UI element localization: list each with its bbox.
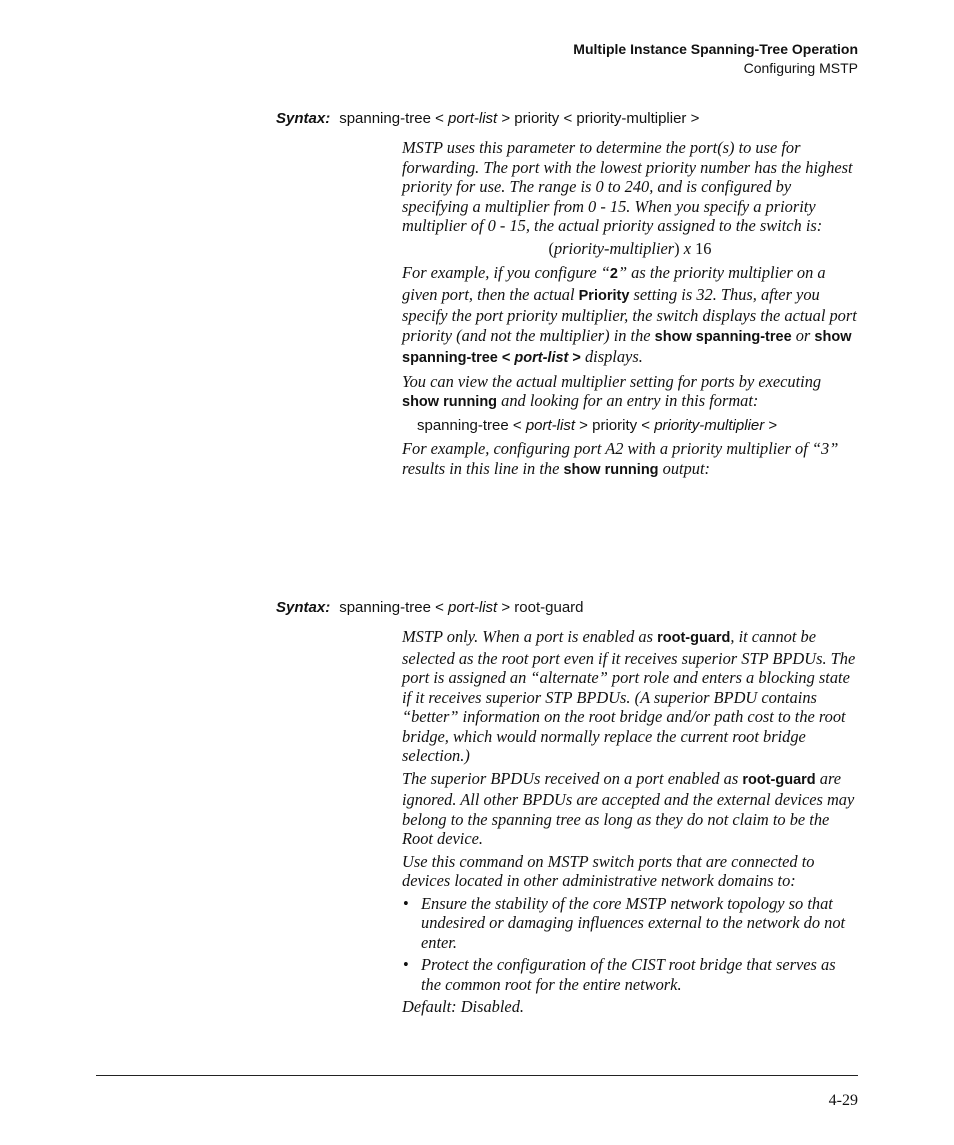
priority-para-2: For example, if you configure “2” as the priority multiplier on a given port, then the actual Priority setting is 32. Thus, after you specify the port priority multiplier, the switch displays the actual port priority (and not the multiplier) in the show spanning-tree or show spanning-tree < port-list > displays. <box>402 263 857 366</box>
priority-code-example: spanning-tree < port-list > priority < priority-multiplier > <box>417 416 778 434</box>
list-item: • Protect the configuration of the CIST root bridge that serves as the common root for the entire network. <box>403 955 836 994</box>
priority-para-4: For example, configuring port A2 with a priority multiplier of “3” results in this line in the show running output: <box>402 439 839 478</box>
rootguard-default: Default: Disabled. <box>402 997 525 1016</box>
running-header <box>573 40 858 77</box>
chapter-title: Multiple Instance Spanning-Tree Operation <box>573 41 858 57</box>
syntax-command: spanning-tree < port-list > root-guard <box>339 599 584 616</box>
priority-description <box>402 138 858 483</box>
syntax-label: Syntax: <box>276 110 331 127</box>
priority-para-1: MSTP uses this parameter to determine the port(s) to use for forwarding. The port with the lowest priority number has the highest priority for use. The range is 0 to 240, and is configured by specifying a multiplier from 0 - 15. When you specify a priority multiplier of 0 - 15, the actual priority assigned to the switch is: <box>402 138 853 235</box>
rootguard-para-3: Use this command on MSTP switch ports that are connected to devices located in other administrative network domains to: <box>402 851 815 890</box>
bullet-icon: • <box>403 893 409 913</box>
section-title: Configuring MSTP <box>743 60 858 76</box>
rootguard-syntax-line <box>276 599 584 616</box>
list-item: • Ensure the stability of the core MSTP network topology so that undesired or damaging influences external to the network do not enter. <box>403 893 846 952</box>
priority-para-3: You can view the actual multiplier setting for ports by executing show running and looking for an entry in this format: <box>402 371 822 410</box>
rootguard-description <box>402 627 858 1020</box>
syntax-label: Syntax: <box>276 599 331 616</box>
priority-syntax-line <box>276 110 699 127</box>
rootguard-para-1: MSTP only. When a port is enabled as root-guard, it cannot be selected as the root port even if it receives superior STP BPDUs. The port is assigned an “alternate” port role and enters a blocking state if it receives superior STP BPDUs. (A superior BPDU contains “better” information on the root bridge and/or path cost to the root bridge, which would normally replace the current root bridge selection.) <box>402 627 856 765</box>
footer-divider <box>96 1075 858 1076</box>
bullet-icon: • <box>403 955 409 974</box>
priority-formula: (priority-multiplier) x 16 <box>548 238 712 258</box>
syntax-command: spanning-tree < port-list > priority < priority-multiplier > <box>339 110 700 127</box>
rootguard-para-2: The superior BPDUs received on a port enabled as root-guard are ignored. All other BPDUs are accepted and the external devices may belong to the spanning tree as long as they do not claim to be the Root device. <box>402 768 855 848</box>
page-number: 4-29 <box>828 1092 858 1109</box>
